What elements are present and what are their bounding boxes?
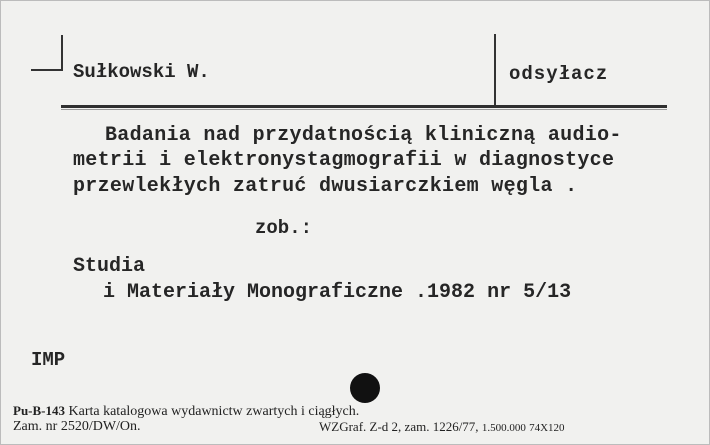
author-name: Sułkowski W.	[73, 61, 210, 83]
title-line-2: metrii i elektronystagmografii w diagnostyce	[73, 149, 615, 172]
header-corner-horizontal-line	[31, 69, 63, 71]
header-corner-vertical-line	[61, 35, 63, 71]
punch-hole	[350, 373, 380, 403]
institution-code: IMP	[31, 349, 66, 371]
printer-info	[319, 419, 565, 435]
cross-reference-label: odsyłacz	[509, 63, 609, 85]
form-name: Karta katalogowa wydawnictw zwartych i ciągłych.	[68, 404, 360, 419]
title-line-3: przewlekłych zatruć dwusiarczkiem węgla .	[73, 175, 578, 198]
title-line-1: Badania nad przydatnością kliniczną audio-	[105, 124, 622, 147]
form-caption	[13, 403, 359, 420]
header-rule-shadow	[61, 109, 667, 110]
card-size: 74X120	[529, 422, 565, 434]
header-rule	[61, 105, 667, 108]
printer-name: WZGraf. Z-d 2, zam. 1226/77,	[319, 419, 479, 434]
series-details: i Materiały Monograficzne .1982 nr 5/13	[103, 281, 572, 304]
print-run: 1.500.000	[481, 422, 526, 434]
form-code: Pu-B-143	[13, 403, 65, 418]
see-also-label: zob.:	[255, 217, 313, 239]
series-name: Studia	[73, 255, 146, 278]
header-divider	[494, 34, 496, 108]
order-number: Zam. nr 2520/DW/On.	[13, 419, 141, 434]
